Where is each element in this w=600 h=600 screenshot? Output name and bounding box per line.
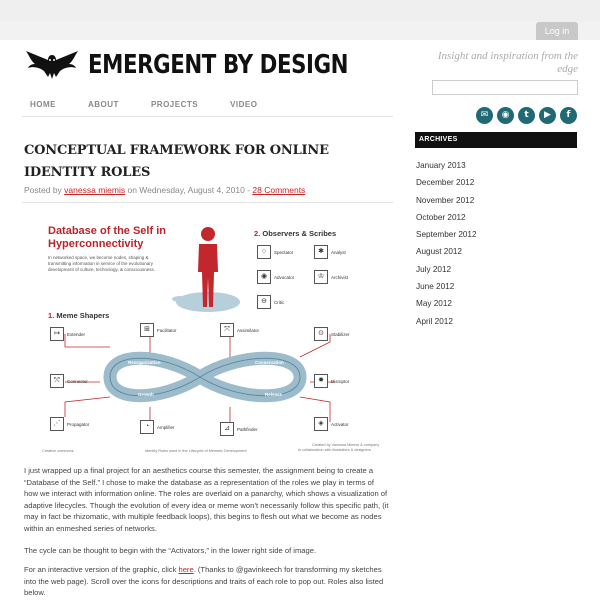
facebook-icon[interactable]: f — [560, 107, 577, 124]
stabilizer-label: Stabilizer — [331, 331, 350, 337]
bat-wing-icon — [22, 47, 82, 83]
role-extender[interactable] — [50, 327, 85, 341]
site-tagline: Insight and inspiration from the edge — [437, 50, 578, 75]
phase-release: Release — [265, 392, 283, 397]
extender-icon: ↦ — [50, 327, 64, 341]
paragraph3-end: . (Thanks to @gavinkeech for transforming my sketches into the web page). Scroll over the icons for descriptions and traits of each role to pop out. Roles also listed below. — [24, 565, 384, 597]
role-connector[interactable] — [50, 374, 88, 388]
paragraph3-start: For an interactive version of the graphic, click — [24, 565, 179, 574]
nav-home[interactable]: HOME — [30, 99, 56, 109]
advocator-icon: ◉ — [257, 270, 271, 284]
role-advocator[interactable] — [257, 270, 294, 284]
disruptor-label: Disruptor — [331, 378, 350, 384]
nav-projects[interactable]: PROJECTS — [150, 99, 199, 109]
stabilizer-icon: ⊙ — [314, 327, 328, 341]
amplifier-icon: ◔ — [140, 420, 154, 434]
phase-conservation: Conservation — [255, 360, 284, 365]
memes-num: 1. — [48, 311, 55, 320]
archivist-label: Archivist — [331, 274, 349, 280]
propagator-label: Propagator — [67, 421, 90, 427]
analyst-icon: ✱ — [314, 245, 328, 259]
memes-heading — [48, 311, 109, 320]
role-activator[interactable] — [314, 417, 349, 431]
archive-item[interactable]: September 2012 — [416, 230, 477, 240]
archive-item[interactable]: October 2012 — [416, 212, 466, 222]
post-paragraph-3 — [24, 564, 389, 599]
post-paragraph-1: I just wrapped up a final project for an aesthetics course this semester, the assignment being to create a “Database of the Self.” I chose to make the database as a representation of the roles we play in terms of how we interact with information online. The roles are overlaid on a panarchy, which shows a visualization of adaptive lifecycles. Though the evolution of every idea or meme won’t necessarily follow this specific path, (it may in fact be rhizomatic, with multiple feedback loops), this begins to flesh out what we become as nodes within an enmeshed series of networks. — [24, 466, 389, 533]
observers-num: 2. — [254, 229, 261, 238]
twitter-icon[interactable]: t — [518, 107, 535, 124]
critic-label: Critic — [274, 299, 285, 305]
observers-heading — [254, 229, 336, 238]
meta-prefix: Posted by — [24, 185, 65, 195]
spectator-icon: ○ — [257, 245, 271, 259]
role-analyst[interactable] — [314, 245, 346, 259]
top-bar — [0, 0, 600, 22]
post-meta — [24, 185, 394, 195]
role-spectator[interactable] — [257, 245, 293, 259]
phase-reorganization: Reorganization — [128, 360, 161, 365]
site-title[interactable]: EMERGENT BY DESIGN — [88, 50, 349, 80]
archive-item[interactable]: June 2012 — [416, 282, 455, 292]
connector-icon: ⤲ — [50, 374, 64, 388]
social-icons — [476, 107, 577, 124]
role-assimilator[interactable] — [220, 323, 259, 337]
post-title[interactable]: CONCEPTUAL FRAMEWORK FOR ONLINE IDENTITY ROLES — [24, 143, 329, 180]
archive-item[interactable]: July 2012 — [416, 264, 452, 274]
pathfinder-label: Pathfinder — [237, 426, 258, 432]
site-logo[interactable] — [22, 45, 405, 85]
post-figure[interactable] — [40, 217, 380, 457]
archive-item[interactable]: January 2013 — [416, 161, 466, 170]
post-paragraph-2: The cycle can be thought to begin with the “Activators,” in the lower right side of image. — [24, 546, 317, 555]
assimilator-label: Assimilator — [237, 327, 260, 333]
youtube-icon[interactable]: ▶ — [539, 107, 556, 124]
archives-heading: ARCHIVES — [415, 132, 577, 148]
figure-caption-right1: Created by Vanessa Miemis & company — [312, 443, 380, 447]
rss-icon[interactable]: ◉ — [497, 107, 514, 124]
login-button[interactable]: Log in — [536, 22, 578, 40]
memes-label: Meme Shapers — [56, 311, 110, 320]
observers-label: Observers & Scribes — [262, 229, 337, 238]
advocator-label: Advocator — [274, 274, 295, 280]
main-nav — [22, 92, 393, 117]
meta-divider — [22, 202, 393, 203]
critic-icon: ⊖ — [257, 295, 271, 309]
archive-item[interactable]: August 2012 — [416, 247, 462, 257]
role-stabilizer[interactable] — [314, 327, 350, 341]
email-icon[interactable]: ✉ — [476, 107, 493, 124]
interactive-link[interactable]: here — [178, 565, 194, 574]
facilitator-icon: ⊞ — [140, 323, 154, 337]
author-link[interactable]: vanessa miemis — [64, 185, 126, 195]
phase-growth: Growth — [138, 392, 154, 397]
role-disruptor[interactable] — [314, 374, 349, 388]
connector-label: Connector — [67, 378, 88, 384]
assimilator-icon: ⤧ — [220, 323, 234, 337]
nav-about[interactable]: ABOUT — [88, 99, 119, 109]
nav-video[interactable]: VIDEO — [230, 99, 258, 109]
disruptor-icon: ✸ — [314, 374, 328, 388]
facilitator-label: Facilitator — [157, 327, 177, 333]
figure-caption-bottom: Identity Roles used in the Lifecycle of Memetic Development — [145, 449, 247, 453]
activator-icon: ◈ — [314, 417, 328, 431]
figure-description: In networked space, we become nodes, shaping & transmitting information in service of the evolutionary development of culture, technology, & consciousness. — [48, 255, 155, 272]
archivist-icon: ♔ — [314, 270, 328, 284]
figure-caption-left: Creative commons — [42, 449, 74, 453]
role-critic[interactable] — [257, 295, 284, 309]
role-amplifier[interactable] — [140, 420, 175, 434]
comments-link[interactable]: 28 Comments — [252, 185, 306, 195]
archives-list — [416, 160, 477, 333]
figure-title: Database of the Self in Hyperconnectivity — [48, 225, 166, 250]
role-propagator[interactable] — [50, 417, 89, 431]
search-input[interactable] — [432, 80, 578, 95]
spectator-label: Spectator — [274, 249, 294, 255]
role-archivist[interactable] — [314, 270, 348, 284]
archive-item[interactable]: November 2012 — [416, 195, 475, 205]
archive-item[interactable]: April 2012 — [416, 316, 453, 326]
extender-label: Extender — [67, 331, 86, 337]
activator-label: Activator — [331, 421, 349, 427]
figure-caption-right2: in collaboration with illustrators & designers — [298, 448, 371, 452]
amplifier-label: Amplifier — [157, 424, 175, 430]
archive-item[interactable]: May 2012 — [416, 299, 452, 309]
archive-item[interactable]: December 2012 — [416, 178, 475, 188]
pathfinder-icon: ⊿ — [220, 422, 234, 436]
propagator-icon: ⋰ — [50, 417, 64, 431]
role-facilitator[interactable] — [140, 323, 177, 337]
analyst-label: Analyst — [331, 249, 346, 255]
meta-date: on Wednesday, August 4, 2010 - — [125, 185, 253, 195]
role-pathfinder[interactable] — [220, 422, 258, 436]
